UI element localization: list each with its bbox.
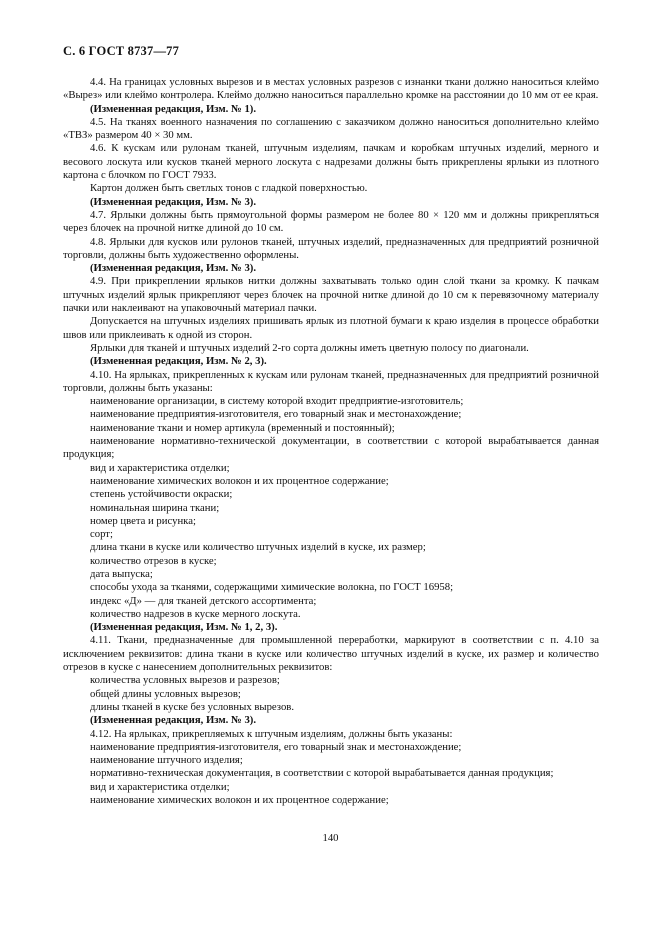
list-line: количество отрезов в куске; <box>90 554 217 567</box>
list-line: длина ткани в куске или количество штучных изделий в куске, их размер; <box>90 541 426 554</box>
paragraph: 4.10. На ярлыках, прикрепленных к кускам или рулонам тканей, предназначенных для предприятий розничной торговли, должны быть указаны: <box>63 368 599 394</box>
paragraph: 4.4. На границах условных вырезов и в местах условных разрезов с изнанки ткани должно наноситься клеймо «Вырез» или клеймо контролера. Клеймо должно наноситься параллельно кромке на расстоянии до 10 мм от ее края. <box>63 76 599 102</box>
list-line: степень устойчивости окраски; <box>90 488 233 501</box>
amendment-note: (Измененная редакция, Изм. № 3). <box>90 195 257 208</box>
paragraph: 4.6. К кускам или рулонам тканей, штучным изделиям, пачкам и коробкам штучных изделий, мерного и весового лоскута или кусков тканей мерного лоскута с надрезами должны быть прикреплены ярлыки из плотного картона с блочком по ГОСТ 7933. <box>63 142 599 182</box>
list-line: дата выпуска; <box>90 567 153 580</box>
page-number: 140 <box>322 832 339 844</box>
amendment-note: (Измененная редакция, Изм. № 3). <box>90 714 257 727</box>
list-line: наименование организации, в систему которой входит предприятие-изготовитель; <box>90 395 464 408</box>
list-line: номер цвета и рисунка; <box>90 514 196 527</box>
paragraph: Картон должен быть светлых тонов с гладкой поверхностью. <box>90 182 368 195</box>
list-line: сорт; <box>90 528 113 541</box>
list-line: длины тканей в куске без условных вырезов. <box>90 700 295 713</box>
paragraph: 4.12. На ярлыках, прикрепляемых к штучным изделиям, должны быть указаны: <box>90 727 453 740</box>
paragraph: Ярлыки для тканей и штучных изделий 2-го сорта должны иметь цветную полосу по диагонали. <box>90 341 529 354</box>
paragraph: Допускается на штучных изделиях пришивать ярлык из плотной бумаги к краю изделия в процессе обработки швов или приклеивать к одной из сторон. <box>63 315 599 341</box>
paragraph: 4.8. Ярлыки для кусков или рулонов тканей, штучных изделий, предназначенных для предприятий розничной торговли, должны быть художественно оформлены. <box>63 235 599 261</box>
list-line: наименование ткани и номер артикула (временный и постоянный); <box>90 421 395 434</box>
list-line: наименование химических волокон и их процентное содержание; <box>90 474 389 487</box>
list-line: индекс «Д» — для тканей детского ассортимента; <box>90 594 317 607</box>
list-line: вид и характеристика отделки; <box>90 780 230 793</box>
page-header: С. 6 ГОСТ 8737—77 <box>63 44 180 58</box>
list-line: способы ухода за тканями, содержащими химические волокна, по ГОСТ 16958; <box>90 581 454 594</box>
amendment-note: (Измененная редакция, Изм. № 2, 3). <box>90 355 267 368</box>
paragraph: 4.9. При прикреплении ярлыков нитки должны захватывать только один слой ткани за кромку. К пачкам штучных изделий ярлык прикрепляют через блочек на прочной нитке длиной до 10 см к перевязочному материалу пачки или наклеивают на упаковочный материал пачки. <box>63 275 599 315</box>
paragraph: наименование нормативно-технической документации, в соответствии с которой вырабатывается данная продукция; <box>63 435 599 461</box>
document-body <box>63 76 599 807</box>
list-line: наименование предприятия-изготовителя, его товарный знак и местонахождение; <box>90 408 462 421</box>
amendment-note: (Измененная редакция, Изм. № 3). <box>90 262 257 275</box>
paragraph: 4.5. На тканях военного назначения по соглашению с заказчиком должно наноситься дополнительно клеймо «ТВЗ» размером 40 × 30 мм. <box>63 115 599 142</box>
list-line: количества условных вырезов и разрезов; <box>90 674 280 687</box>
list-line: общей длины условных вырезов; <box>90 687 241 700</box>
amendment-note: (Измененная редакция, Изм. № 1). <box>90 102 257 115</box>
list-line: количество надрезов в куске мерного лоскута. <box>90 607 301 620</box>
paragraph: 4.11. Ткани, предназначенные для промышленной переработки, маркируют в соответствии с п. 4.10 за исключением реквизитов: длина ткани в куске или количество штучных изделий в куске, их размер и количество отрезов в куске с нанесением дополнительных реквизитов: <box>63 634 599 674</box>
list-line: наименование штучного изделия; <box>90 754 243 767</box>
list-line: вид и характеристика отделки; <box>90 461 230 474</box>
paragraph: нормативно-техническая документация, в соответствии с которой вырабатывается данная продукция; <box>90 767 554 780</box>
list-line: наименование предприятия-изготовителя, его товарный знак и местонахождение; <box>90 740 462 753</box>
amendment-note: (Измененная редакция, Изм. № 1, 2, 3). <box>90 621 278 634</box>
list-line: наименование химических волокон и их процентное содержание; <box>90 794 389 807</box>
paragraph: 4.7. Ярлыки должны быть прямоугольной формы размером не более 80 × 120 мм и должны прикрепляться через блочек на прочной нитке длиной до 10 см. <box>63 208 599 235</box>
list-line: номинальная ширина ткани; <box>90 501 220 514</box>
